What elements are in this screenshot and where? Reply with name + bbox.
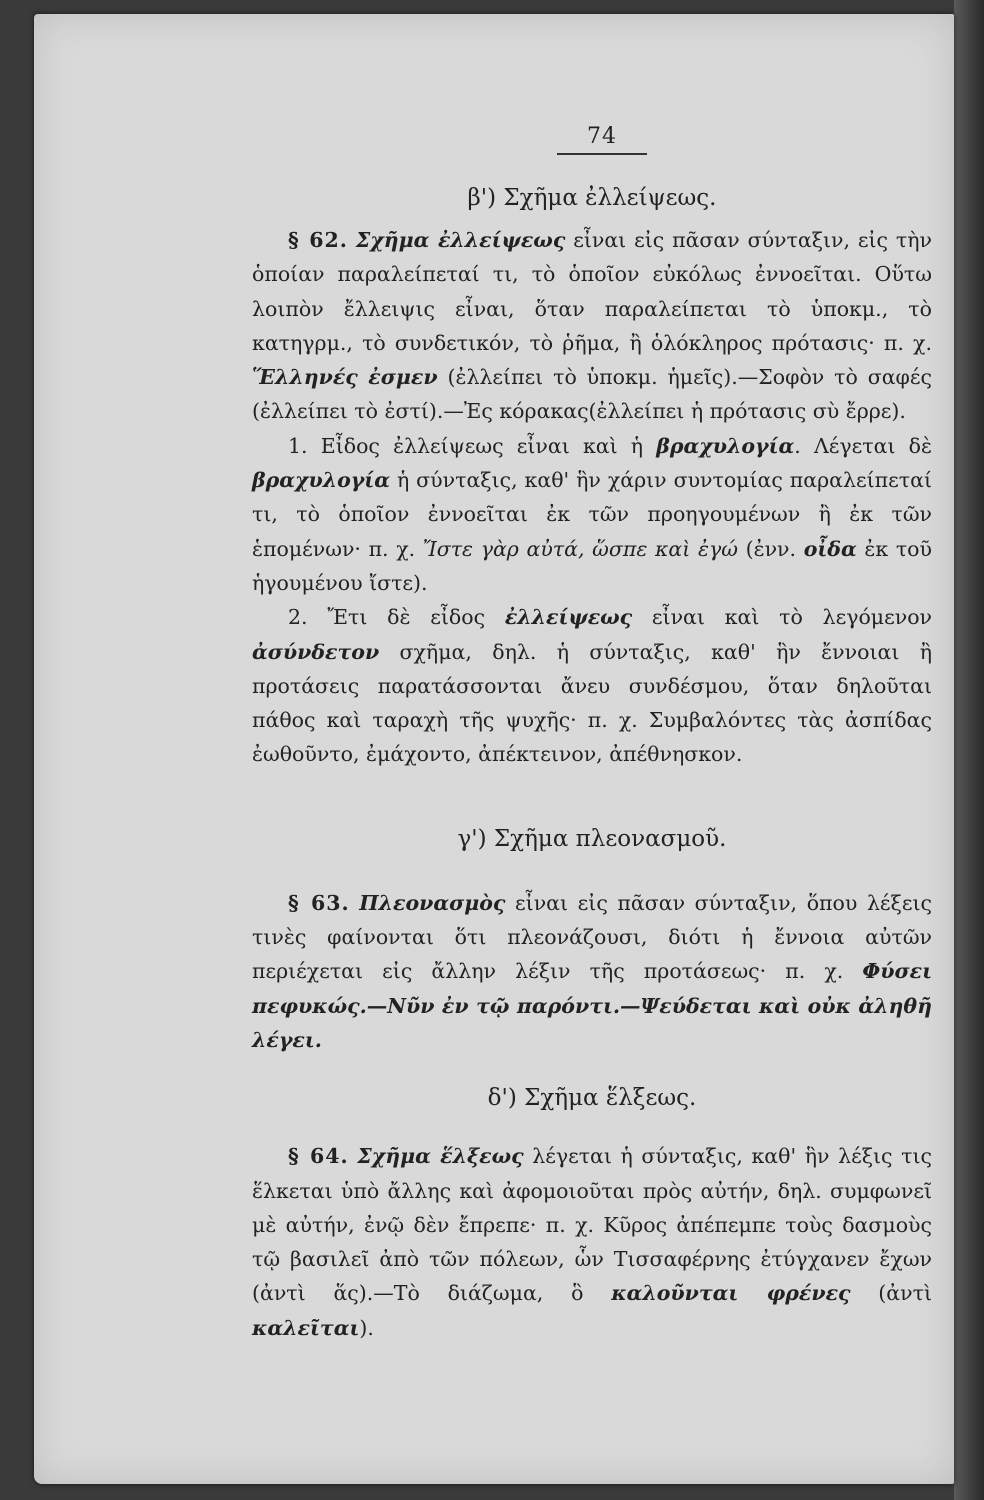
paragraph-text: ἡ σύνταξις, καθ' ἣν χάριν συντομίας παραλείπεταί τι, τὸ ὁποῖον ἐννοεῖται ἐκ τῶν προηγουμένων ἢ ἐκ τῶν ἑπομένων· π. χ. [252,468,932,561]
paragraph-mid: εἶναι καὶ τὸ λεγόμενον [632,605,932,630]
section-heading-ellipsis: β') Σχῆμα ἐλλείψεως. [467,185,717,211]
paragraph-63 [252,886,932,1057]
section-number: § 63. [288,890,350,915]
defined-term: Πλεονασμὸς [359,890,506,915]
defined-term: Σχῆμα ἐλλείψεως [355,228,566,252]
example-text: Ἕλληνές ἐσμεν [252,365,438,390]
defined-term-2: καλεῖται [252,1315,360,1340]
paragraph-text-tail: (ἐλλείπει τὸ ὑποκμ. ἡμεῖς).—Σοφὸν τὸ σαφές (ἐλλείπει τὸ ἐστί).—Ἐς κόρακας(ἐλλείπει ἡ πρότασις σὺ ἔρρε). [252,365,932,424]
defined-term: βραχυλογία [656,433,795,458]
paragraph-text-tail: ). [359,1315,374,1340]
scanner-background [954,0,984,1500]
paragraph-text: εἶναι εἰς πᾶσαν σύνταξιν, ὅπου λέξεις τινὲς φαίνονται ὅτι πλεονάζουσι, διότι ἡ ἔννοια αὐτῶν περιέχεται εἰς ἄλλην λέξιν τῆς προτάσεως· π. χ. [252,890,932,984]
section-heading-attraction: δ') Σχῆμα ἕλξεως. [487,1085,697,1112]
paragraph-text: σχῆμα, δηλ. ἡ σύνταξις, καθ' ἣν ἔννοιαι ἢ προτάσεις παρατάσσονται ἄνευ συνδέσμου, ὅταν δηλοῦται πάθος καὶ ταραχὴ τῆς ψυχῆς· π. χ. Συμβαλόντες τὰς ἀσπίδας ἐωθοῦντο, ἐμάχοντο, ἀπέκτεινον, ἀπέθνησκον. [252,639,932,767]
paragraph-mid: . Λέγεται δὲ [794,433,932,458]
section-number: § 64. [288,1144,349,1169]
page-number: 74 [557,124,647,155]
paragraph-text: λέγεται ἡ σύνταξις, καθ' ἣν λέξις τις ἕλκεται ὑπὸ ἄλλης καὶ ἀφομοιοῦται πρὸς αὐτήν, δηλ. συμφωνεῖ μὲ αὐτήν, ἐνῷ δὲν ἔπρεπε· π. χ. Κῦρος ἀπέπεμπε τοὺς δασμοὺς τῷ βασιλεῖ ἀπὸ τῶν πόλεων, ὧν Τισσαφέρνης ἐτύγχανεν ἔχων (ἀντὶ ἅς).—Τὸ διάζωμα, ὃ [252,1144,932,1306]
paragraph-64 [252,1139,932,1345]
book-page [34,14,954,1484]
paragraph-lead: 2. Ἔτι δὲ εἶδος [288,605,505,630]
section-number: § 62. [288,228,348,252]
defined-term-2: βραχυλογία [252,468,391,493]
defined-term: Σχῆμα ἕλξεως [357,1144,524,1169]
paragraph-text: εἶναι εἰς πᾶσαν σύνταξιν, εἰς τὴν ὁποίαν παραλείπεταί τι, τὸ ὁποῖον εὐκόλως ἐννοεῖται. Οὕτω λοιπὸν ἔλλειψις εἶναι, ὅταν παραλείπεται τὸ ὑποκμ., τὸ κατηγρμ., τὸ συνδετικόν, τὸ ῥῆμα, ἢ ὁλόκληρος πρότασις· π. χ. [252,228,932,355]
paragraph-text-tail: ἐκ τοῦ ἡγουμένου ἴστε). [252,536,932,595]
defined-term: ἐλλείψεως [504,605,633,630]
section-heading-pleonasm: γ') Σχῆμα πλεονασμοῦ. [457,825,727,852]
defined-term-3: οἶδα [803,536,857,561]
paragraph-62 [252,223,932,429]
example-text: καλοῦνται φρένες [611,1281,851,1306]
paragraph-62-1 [252,429,932,600]
paragraph-62-2 [252,600,932,771]
paragraph-lead: 1. Εἶδος ἐλλείψεως εἶναι καὶ ἡ [288,433,657,458]
example-text: Ἴστε γὰρ αὐτά, ὥσπε καὶ ἐγώ [422,536,738,561]
paragraph-mid: (ἀντὶ [850,1281,932,1306]
defined-term-2: ἀσύνδετον [252,639,380,664]
page-content [252,124,932,1345]
paragraph-mid-2: (ἐνν. [737,536,804,561]
example-text: Φύσει πεφυκώς.—Νῦν ἐν τῷ παρόντι.—Ψεύδεται καὶ οὐκ ἀληθῆ λέγει. [252,959,932,1052]
